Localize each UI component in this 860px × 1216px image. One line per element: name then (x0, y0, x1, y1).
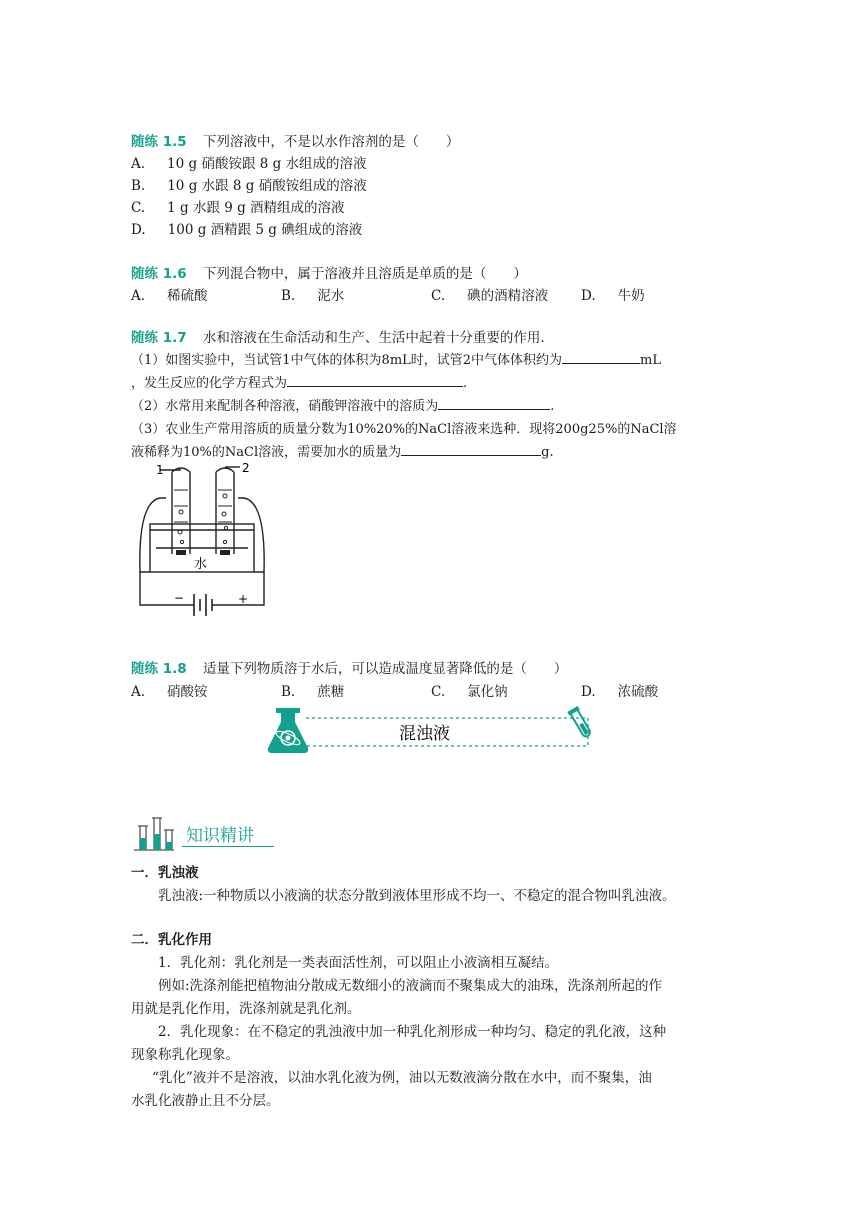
electrolysis-apparatus-figure (130, 462, 275, 627)
option-a[interactable]: A. 10 g 硝酸铵跟 8 g 水组成的溶液 (131, 156, 367, 172)
option-b[interactable]: B. 蔗糖 (281, 684, 345, 700)
question-label: 随练 1.6 (131, 266, 187, 282)
question-text: 适量下列物质溶于水后，可以造成温度显著降低的是（ ） (202, 661, 568, 677)
question-text: 水和溶液在生命活动和生产、生活中起着十分重要的作用. (202, 330, 545, 346)
paragraph: 1．乳化剂：乳化剂是一类表面活性剂，可以阻止小液滴相互凝结。 (158, 955, 559, 971)
flask-icon (268, 708, 308, 753)
sub-question-1-cont: ，发生反应的化学方程式为 . (131, 376, 468, 391)
question-1-7-stem (131, 326, 545, 346)
water-label: 水 (194, 557, 208, 572)
title-underline (182, 846, 274, 847)
option-d[interactable]: D. 100 g 酒精跟 5 g 碘组成的溶液 (131, 222, 363, 238)
sub-question-2: （2）水常用来配制各种溶液，硝酸钾溶液中的溶质为 . (131, 399, 555, 414)
option-d[interactable]: D. 牛奶 (581, 288, 645, 304)
section-heading: 一．乳浊液 (131, 865, 199, 881)
option-c[interactable]: C. 碘的酒精溶液 (431, 288, 549, 304)
sub-question-1: （1）如图实验中，当试管1中气体的体积为8mL时，试管2中气体体积约为 mL (131, 353, 662, 368)
question-label: 随练 1.7 (131, 330, 187, 346)
paragraph: 乳浊液:一种物质以小液滴的状态分散到液体里形成不均一、不稳定的混合物叫乳浊液。 (158, 888, 676, 904)
answer-blank[interactable] (438, 397, 550, 410)
question-text: 下列混合物中，属于溶液并且溶质是单质的是（ ） (202, 266, 527, 282)
answer-blank[interactable] (287, 374, 463, 387)
paragraph: 水乳化液静止且不分层。 (131, 1093, 280, 1109)
lab-equipment-icon (130, 812, 178, 854)
paragraph: 例如:洗涤剂能把植物油分散成无数细小的液滴而不聚集成大的油珠，洗涤剂所起的作 (158, 978, 663, 994)
paragraph: 2．乳化现象：在不稳定的乳浊液中加一种乳化剂形成一种均匀、稳定的乳化液，这种 (158, 1024, 667, 1040)
question-1-8-stem (131, 657, 567, 677)
option-d[interactable]: D. 浓硫酸 (581, 684, 659, 700)
sub-question-3-cont: 液稀释为10%的NaCl溶液，需要加水的质量为 g. (131, 445, 554, 460)
test-tube-icon (567, 706, 593, 739)
banner-title: 混浊液 (399, 724, 450, 744)
tube-2-label: 2 (242, 462, 250, 475)
answer-blank[interactable] (562, 351, 640, 364)
option-b[interactable]: B. 泥水 (281, 288, 345, 304)
question-1-5-stem (131, 130, 459, 150)
option-b[interactable]: B. 10 g 水跟 8 g 硝酸铵组成的溶液 (131, 178, 367, 194)
sub-question-3: （3）农业生产常用溶质的质量分数为10%20%的NaCl溶液来选种．现将200g25%的NaCl溶 (131, 422, 677, 437)
section-banner (262, 706, 602, 756)
option-c[interactable]: C. 氯化钠 (431, 684, 508, 700)
paragraph: 现象称乳化现象。 (131, 1047, 239, 1063)
question-label: 随练 1.8 (131, 661, 187, 677)
answer-blank[interactable] (401, 443, 541, 456)
option-a[interactable]: A. 硝酸铵 (131, 684, 208, 700)
option-c[interactable]: C. 1 g 水跟 9 g 酒精组成的溶液 (131, 200, 345, 216)
knowledge-title: 知识精讲 (186, 826, 254, 846)
paragraph: “乳化”液并不是溶液，以油水乳化液为例，油以无数液滴分散在水中，而不聚集，油 (152, 1070, 652, 1086)
positive-terminal: + (238, 592, 249, 606)
question-label: 随练 1.5 (131, 134, 187, 150)
paragraph: 用就是乳化作用，洗涤剂就是乳化剂。 (131, 1001, 361, 1017)
negative-terminal: − (174, 591, 185, 605)
question-text: 下列溶液中，不是以水作溶剂的是（ ） (202, 134, 460, 150)
option-a[interactable]: A. 稀硫酸 (131, 288, 208, 304)
tube-1-label: 1 (156, 463, 164, 477)
question-1-6-stem (131, 262, 527, 282)
section-heading: 二．乳化作用 (131, 932, 212, 948)
